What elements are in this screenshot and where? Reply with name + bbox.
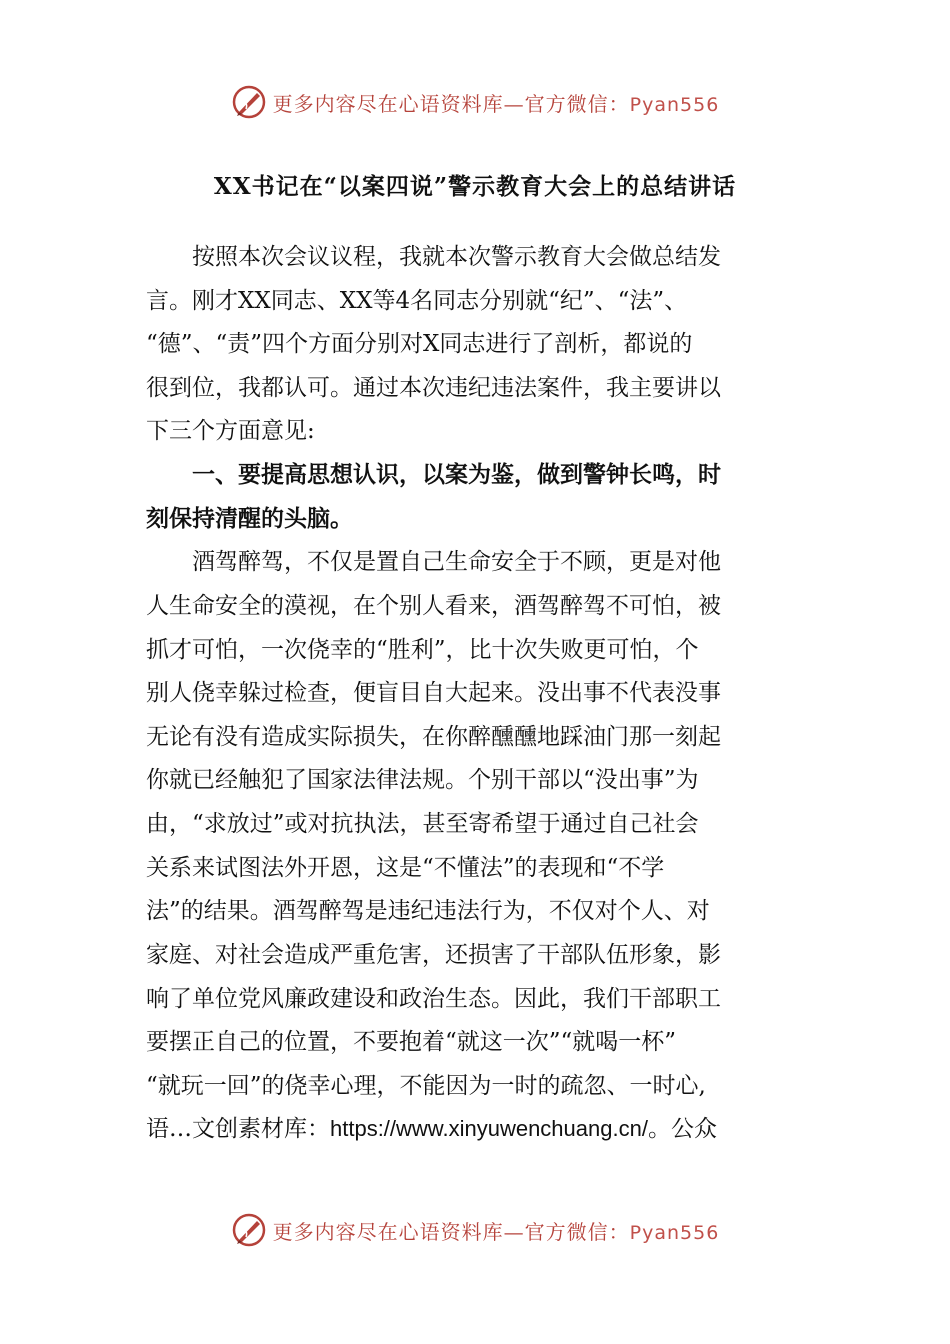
- banner-wechat-id: Pyan556: [629, 93, 720, 116]
- body-line-1: 按照本次会议议程，我就本次警示教育大会做总结发: [146, 244, 721, 270]
- banner-wechat-label: 官方微信：: [524, 1219, 630, 1244]
- body-line-2: 言。刚才XX同志、XX等4名同志分别就“纪”、“法”、: [146, 288, 688, 314]
- banner-main-text: 更多内容尽在心语资料库—: [272, 1219, 525, 1244]
- document-title: XX书记在“以案四说”警示教育大会上的总结讲话: [213, 173, 737, 200]
- body-line-4: 很到位，我都认可。通过本次违纪违法案件，我主要讲以: [146, 375, 721, 401]
- body-line-15: 关系来试图法外开恩，这是“不懂法”的表现和“不学: [146, 855, 665, 881]
- banner-main-text: 更多内容尽在心语资料库—: [272, 91, 525, 116]
- last-line-prefix: 语…文创素材库：: [146, 1116, 330, 1142]
- banner-wechat-label: 官方微信：: [524, 91, 630, 116]
- body-line-8: 酒驾醉驾，不仅是置自己生命安全于不顾，更是对他: [146, 549, 721, 575]
- body-line-11: 别人侥幸躲过检查，便盲目自大起来。没出事不代表没事: [146, 680, 721, 706]
- body-line-12: 无论有没有造成实际损失，在你醉醺醺地踩油门那一刻起: [146, 724, 721, 750]
- section-heading-line-1: 一、要提高思想认识，以案为鉴，做到警钟长鸣，时: [146, 461, 721, 488]
- body-line-17: 家庭、对社会造成严重危害，还损害了干部队伍形象，影: [146, 942, 721, 968]
- footer-banner: [0, 1208, 950, 1252]
- body-line-5: 下三个方面意见:: [146, 418, 315, 444]
- banner-text: [273, 1216, 720, 1245]
- body-line-19: 要摆正自己的位置，不要抱着“就这一次”“就喝一杯”: [146, 1029, 677, 1055]
- body-line-3: “德”、“责”四个方面分别对X同志进行了剖析，都说的: [146, 331, 693, 357]
- source-url-link[interactable]: https://www.xinyuwenchuang.cn/: [330, 1116, 648, 1141]
- section-heading-line-2: 刻保持清醒的头脑。: [146, 505, 353, 532]
- body-line-13: 你就已经触犯了国家法律法规。个别干部以“没出事”为: [146, 767, 699, 793]
- body-line-9: 人生命安全的漠视，在个别人看来，酒驾醉驾不可怕，被: [146, 593, 721, 619]
- banner-wechat-id: Pyan556: [629, 1221, 720, 1244]
- body-line-14: 由，“求放过”或对抗执法，甚至寄希望于通过自己社会: [146, 811, 699, 837]
- pen-logo-icon: [231, 84, 267, 120]
- body-line-16: 法”的结果。酒驾醉驾是违纪违法行为，不仅对个人、对: [146, 898, 710, 924]
- last-line-suffix: 。公众: [647, 1116, 717, 1142]
- body-line-10: 抓才可怕，一次侥幸的“胜利”，比十次失败更可怕，个: [146, 637, 699, 663]
- pen-logo-icon: [231, 1212, 267, 1248]
- body-line-20: “就玩一回”的侥幸心理，不能因为一时的疏忽、一时心,: [146, 1073, 706, 1099]
- body-line-18: 响了单位党风廉政建设和政治生态。因此，我们干部职工: [146, 986, 721, 1012]
- header-banner: [0, 80, 950, 124]
- banner-text: [273, 88, 720, 117]
- body-line-21: [146, 1113, 806, 1145]
